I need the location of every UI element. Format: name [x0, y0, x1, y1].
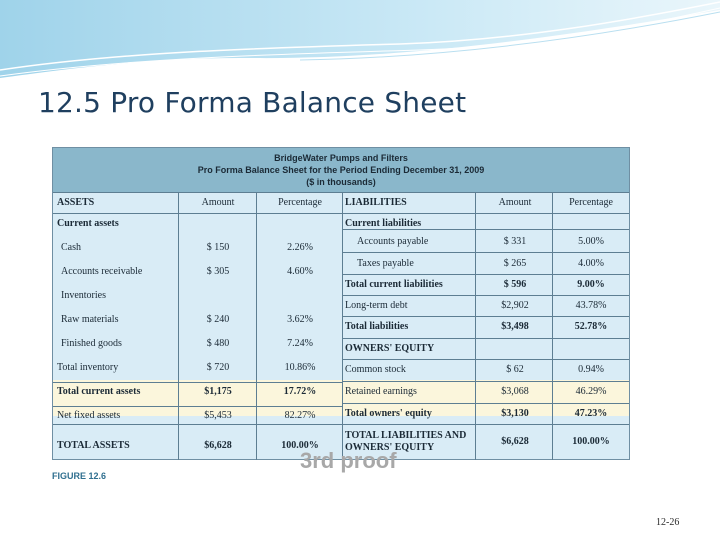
row-divider [53, 382, 342, 383]
liability-row-label: Retained earnings [345, 386, 417, 397]
asset-row-amount: $5,453 [204, 410, 232, 421]
row-divider [343, 403, 629, 404]
liabilities-percent-header: Percentage [569, 197, 613, 208]
liability-row-label: Common stock [345, 364, 406, 375]
liabilities-amount-header: Amount [498, 197, 532, 208]
asset-row-label: Net fixed assets [57, 410, 121, 421]
liability-row-amount: $3,068 [501, 386, 529, 397]
column-divider [475, 192, 476, 460]
row-divider [343, 359, 629, 360]
balance-sheet-table [52, 147, 630, 460]
asset-row-amount: $ 480 [206, 338, 230, 349]
asset-row-amount: $ 720 [206, 362, 230, 373]
liability-row-percent: 46.29% [575, 386, 607, 397]
liability-row-percent: 9.00% [577, 279, 605, 290]
header-wave-banner [0, 0, 720, 80]
row-divider [53, 192, 629, 193]
asset-row-amount: $6,628 [204, 440, 232, 451]
liability-row-amount: $3,130 [501, 408, 529, 419]
company-name: BridgeWater Pumps and Filters [274, 153, 408, 163]
column-divider [552, 192, 553, 460]
liability-row-label: TOTAL LIABILITIES AND [345, 430, 467, 441]
column-divider [256, 192, 257, 460]
row-divider [343, 381, 629, 382]
liability-row-label: Total current liabilities [345, 279, 443, 290]
asset-row-percent: 2.26% [287, 242, 313, 253]
liability-row-label: Accounts payable [357, 236, 429, 247]
asset-row-amount: $ 150 [206, 242, 230, 253]
asset-row-percent: 17.72% [283, 386, 317, 397]
liability-row-percent: 52.78% [574, 321, 608, 332]
assets-percent-header: Percentage [278, 197, 322, 208]
liability-row-label: Current liabilities [345, 218, 422, 229]
liability-row-label: Taxes payable [357, 258, 414, 269]
liability-row-percent: 0.94% [578, 364, 604, 375]
proof-watermark: 3rd proof [300, 448, 397, 473]
liability-row-percent: 43.78% [575, 300, 607, 311]
asset-row-percent: 10.86% [284, 362, 316, 373]
asset-row-percent: 82.27% [284, 410, 316, 421]
liability-row-amount: $3,498 [501, 321, 529, 332]
liability-row-amount: $ 62 [506, 364, 524, 375]
asset-row-label: Current assets [57, 218, 119, 229]
asset-row-amount: $ 305 [206, 266, 230, 277]
assets-column-header: ASSETS [57, 197, 95, 208]
asset-row-label: TOTAL ASSETS [57, 440, 130, 451]
liability-row-label-line2: OWNERS' EQUITY [345, 442, 435, 453]
sheet-header [53, 148, 629, 192]
row-divider [343, 229, 629, 230]
liability-row-percent: 47.23% [574, 408, 608, 419]
asset-row-label: Finished goods [61, 338, 122, 349]
asset-row-amount: $ 240 [206, 314, 230, 325]
liability-row-percent: 4.00% [578, 258, 604, 269]
liability-row-amount: $ 265 [503, 258, 527, 269]
liability-row-percent: 100.00% [572, 436, 610, 447]
row-divider [343, 252, 629, 253]
liability-row-amount: $ 596 [503, 279, 527, 290]
column-divider [178, 192, 179, 460]
row-divider [343, 295, 629, 296]
asset-row-percent: 4.60% [287, 266, 313, 277]
figure-label: FIGURE 12.6 [52, 471, 107, 481]
liability-row-amount: $6,628 [501, 436, 529, 447]
sheet-units: ($ in thousands) [306, 177, 376, 187]
slide-title: 12.5 Pro Forma Balance Sheet [38, 86, 467, 119]
page-number: 12-26 [656, 517, 680, 528]
liability-row-label: Total owners' equity [345, 408, 432, 419]
row-divider [53, 424, 629, 425]
column-divider [342, 192, 343, 460]
row-divider [53, 213, 629, 214]
row-divider [53, 406, 342, 407]
asset-row-label: Raw materials [61, 314, 119, 325]
asset-row-percent: 100.00% [281, 440, 319, 451]
liability-row-label: Long-term debt [345, 300, 408, 311]
asset-row-percent: 3.62% [287, 314, 313, 325]
asset-row-label: Total current assets [57, 386, 141, 397]
balance-sheet-figure [52, 147, 630, 460]
row-divider [343, 274, 629, 275]
liability-row-label: Total liabilities [345, 321, 409, 332]
liability-row-amount: $2,902 [501, 300, 529, 311]
asset-row-label: Accounts receivable [61, 266, 143, 277]
asset-row-amount: $1,175 [204, 386, 232, 397]
liability-row-amount: $ 331 [503, 236, 527, 247]
asset-row-label: Inventories [61, 290, 106, 301]
asset-row-label: Cash [61, 242, 81, 253]
sheet-subtitle: Pro Forma Balance Sheet for the Period Ending December 31, 2009 [197, 165, 485, 175]
liability-row-label: OWNERS' EQUITY [345, 343, 435, 354]
asset-row-percent: 7.24% [287, 338, 313, 349]
asset-row-label: Total inventory [57, 362, 119, 373]
assets-amount-header: Amount [201, 197, 235, 208]
liability-row-percent: 5.00% [578, 236, 604, 247]
row-divider [343, 338, 629, 339]
liabilities-column-header: LIABILITIES [345, 197, 407, 208]
row-divider [343, 316, 629, 317]
